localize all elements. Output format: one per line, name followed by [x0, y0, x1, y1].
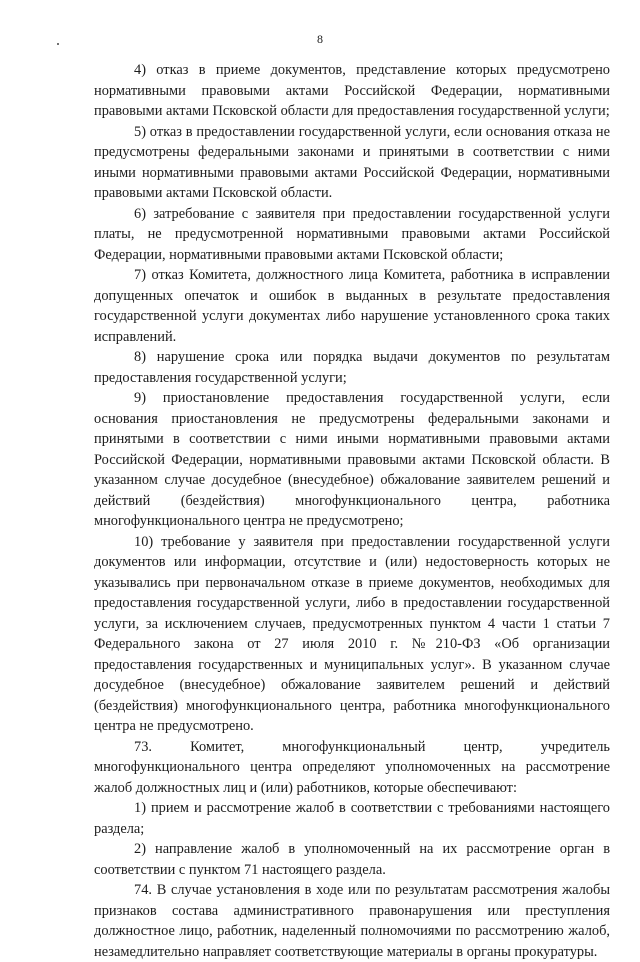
paragraph-clause-74: 74. В случае установления в ходе или по результатам рассмотрения жалобы признаков состава административного правонарушения или преступления должностное лицо, работник, наделенный полномочиями по рассмотрению жалоб, незамедлительно направляет соответствующие материалы в органы прокуратуры.: [94, 882, 610, 960]
paragraph-clause-73-item-1: 1) прием и рассмотрение жалоб в соответствии с требованиями настоящего раздела;: [94, 800, 610, 837]
paragraph-clause-73: 73. Комитет, многофункциональный центр, учредитель многофункционального центра определяют уполномоченных на рассмотрение жалоб должностных лиц и (или) работников, которые обеспечивают:: [94, 738, 610, 796]
paragraph-item-7: 7) отказ Комитета, должностного лица Комитета, работника в исправлении допущенных опечаток и ошибок в выданных в результате предоставления государственной услуги документах либо нарушение установленного срока таких исправлений.: [94, 267, 610, 345]
page-number: 8: [317, 32, 323, 46]
paragraph-item-8: 8) нарушение срока или порядка выдачи документов по результатам предоставления государственной услуги;: [94, 349, 610, 386]
paragraph-item-6: 6) затребование с заявителя при предоставлении государственной услуги платы, не предусмотренной нормативными правовыми актами Российской Федерации, нормативными правовыми актами Псковской области;: [94, 205, 610, 263]
paragraph-item-10: 10) требование у заявителя при предоставлении государственной услуги документов или информации, отсутствие и (или) недостоверность которых не указывались при первоначальном отказе в приеме документов, необходимых для предоставления государственной услуги, либо в предоставлении государственной услуги, за исключением случаев, предусмотренных пунктом 4 части 1 статьи 7 Федерального закона от 27 июля 2010 г. №210-ФЗ «Об организации предоставления государственных и муниципальных услуг». В указанном случае досудебное (внесудебное) обжалование заявителем решений и действий (бездействия) многофункционального центра, работника многофункционального центра не предусмотрено.: [94, 533, 610, 734]
document-body: [94, 60, 610, 962]
paragraph-item-5: 5) отказ в предоставлении государственной услуги, если основания отказа не предусмотрены федеральными законами и принятыми в соответствии с ними иными нормативными правовыми актами Российской Федерации, нормативными правовыми актами Псковской области.: [94, 123, 610, 201]
paragraph-item-4: 4) отказ в приеме документов, представление которых предусмотрено нормативными правовыми актами Российской Федерации, нормативными правовыми актами Псковской области для предоставления государственной услуги;: [94, 62, 610, 119]
paragraph-item-9: 9) приостановление предоставления государственной услуги, если основания приостановления не предусмотрены федеральными законами и принятыми в соответствии с ними иными нормативными правовыми актами Российской Федерации, нормативными правовыми актами Псковской области. В указанном случае досудебное (внесудебное) обжалование заявителем решений и действий (бездействия) многофункционального центра, работника многофункционального центра не предусмотрено;: [94, 390, 610, 529]
paragraph-clause-73-item-2: 2) направление жалоб в уполномоченный на их рассмотрение орган в соответствии с пунктом 71 настоящего раздела.: [94, 841, 610, 878]
